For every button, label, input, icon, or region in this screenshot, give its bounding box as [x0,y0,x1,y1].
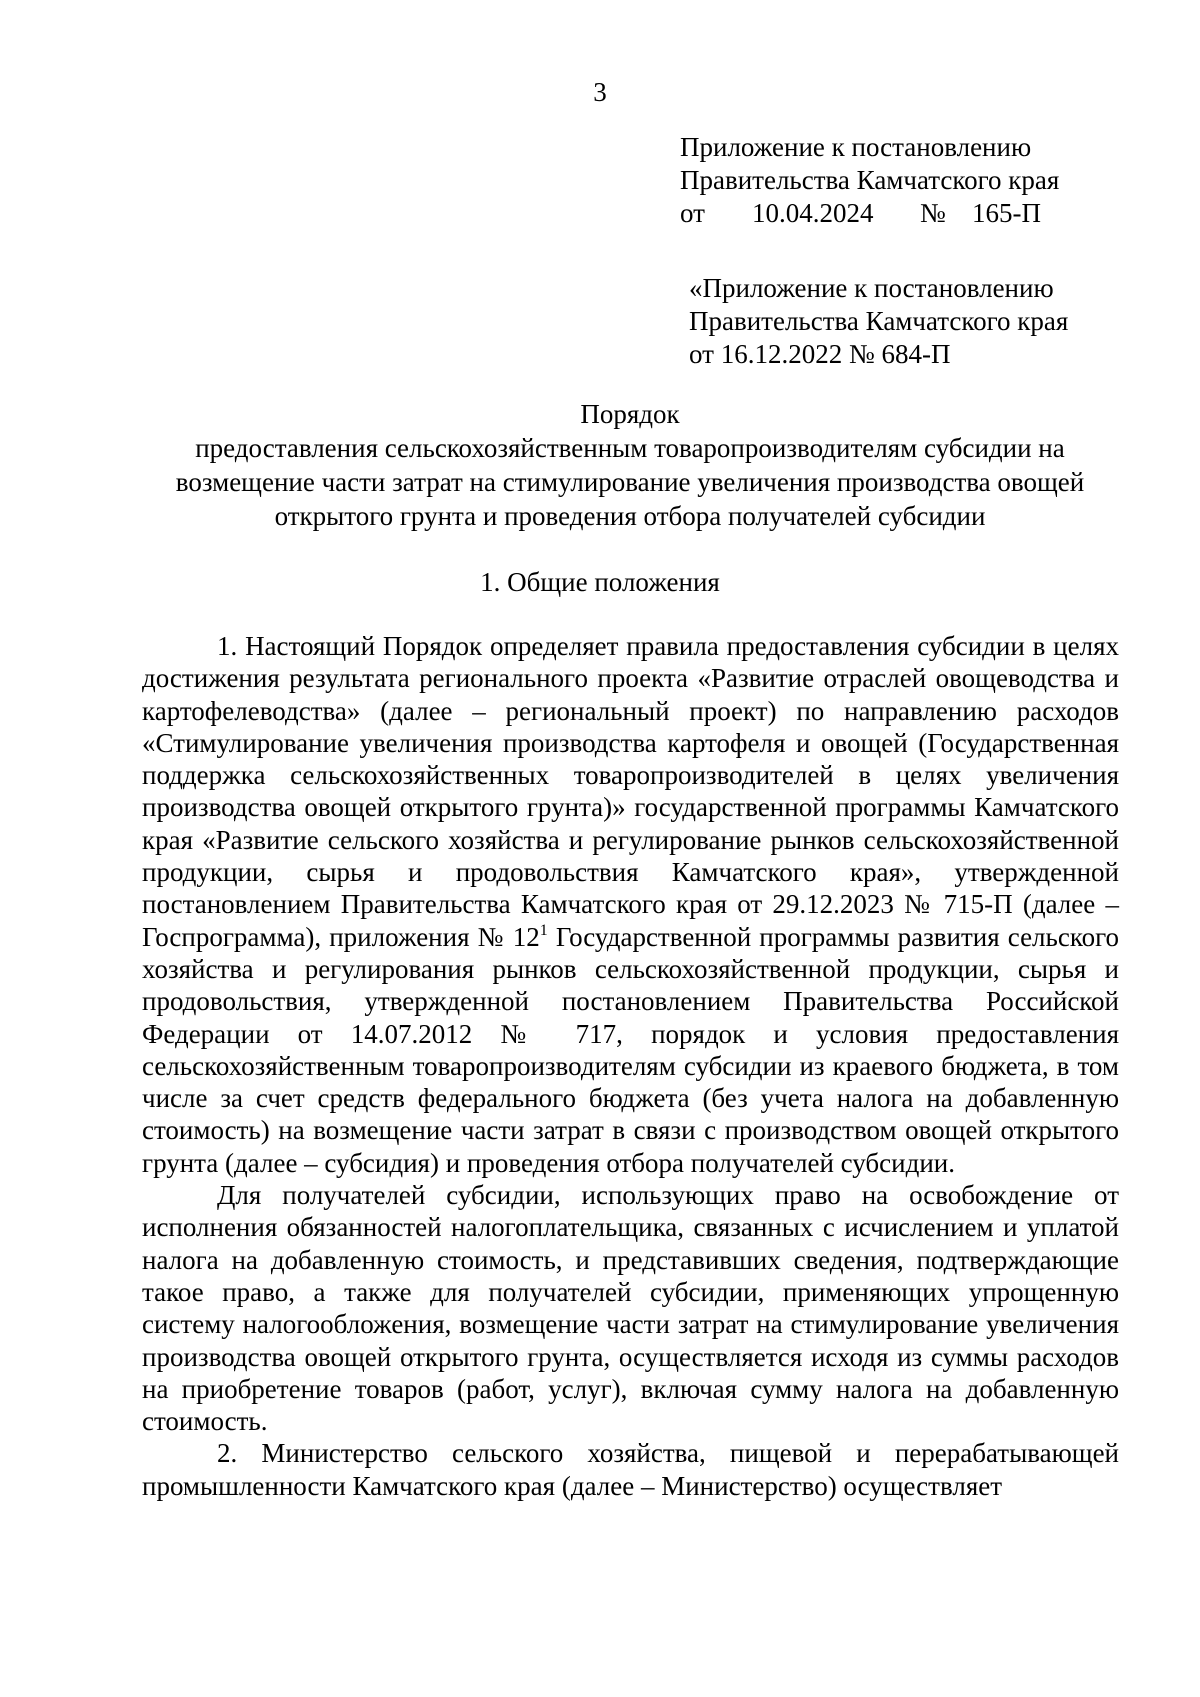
paragraph-1-superscript: 1 [539,921,548,939]
appendix-current-from-label: от [680,198,705,228]
appendix-previous-line1: «Приложение к постановлению [689,273,1054,303]
section-heading: 1. Общие положения [480,567,720,597]
paragraph-1-text-b: Государственной программы развития сельского хозяйства и регулирования рынков сельскохозяйственной продукции, сырья и продовольствия, утвержденной постановлением Правительства Российской Федерации от 14.07.2012 № 717, порядок и условия предоставления сельскохозяйственным товаропроизводителям субсидии из краевого бюджета, в том числе за счет средств федерального бюджета (без учета налога на добавленную стоимость) на возмещение части затрат в связи с производством овощей открытого грунта (далее – субсидия) и проведения отбора получателей субсидии. [142,921,1119,1178]
appendix-current-number-sign: № [920,198,946,228]
appendix-current-date: 10.04.2024 [752,198,874,228]
appendix-current-header [680,131,1059,230]
title-heading: Порядок [580,399,680,429]
document-title [140,397,1120,533]
paragraph-3: 2. Министерство сельского хозяйства, пищевой и перерабатывающей промышленности Камчатского края (далее – Министерство) осуществляет [142,1438,1119,1501]
document-body [142,630,1119,1502]
title-line2: возмещение части затрат на стимулирование увеличения производства овощей [175,467,1085,497]
title-line3: открытого грунта и проведения отбора получателей субсидии [274,501,986,531]
title-line1: предоставления сельскохозяйственным товаропроизводителям субсидии на [195,433,1065,463]
appendix-previous-line3: от 16.12.2022 № 684-П [689,339,951,369]
appendix-current-line1: Приложение к постановлению [680,132,1032,162]
appendix-previous-line2: Правительства Камчатского края [689,306,1069,336]
appendix-current-number: 165-П [972,198,1041,228]
paragraph-2: Для получателей субсидии, использующих право на освобождение от исполнения обязанностей налогоплательщика, связанных с исчислением и уплатой налога на добавленную стоимость, и представивших сведения, подтверждающие такое право, а также для получателей субсидии, применяющих упрощенную систему налогообложения, возмещение части затрат на стимулирование увеличения производства овощей открытого грунта, осуществляется исходя из суммы расходов на приобретение товаров (работ, услуг), включая сумму налога на добавленную стоимость. [142,1180,1119,1437]
appendix-current-signing-line [680,197,1059,230]
appendix-current-line2: Правительства Камчатского края [680,165,1060,195]
page-number: 3 [593,77,607,107]
paragraph-1-text-a: 1. Настоящий Порядок определяет правила предоставления субсидии в целях достижения результата регионального проекта «Развитие отраслей овощеводства и картофелеводства» (далее – региональный проект) по направлению расходов «Стимулирование увеличения производства картофеля и овощей (Государственная поддержка сельскохозяйственных товаропроизводителей в целях увеличения производства овощей открытого грунта)» государственной программы Камчатского края «Развитие сельского хозяйства и регулирование рынков сельскохозяйственной продукции, сырья и продовольствия Камчатского края», утвержденной постановлением Правительства Камчатского края от 29.12.2023 № 715-П (далее – Госпрограмма), приложения № 12 [142,631,1119,952]
appendix-previous-header [689,272,1068,371]
paragraph-1 [142,630,1119,1179]
